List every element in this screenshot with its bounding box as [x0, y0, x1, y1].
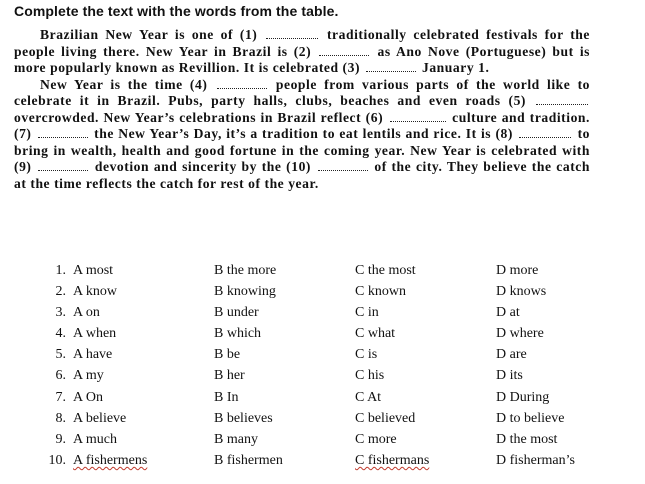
passage-text: New Year is the time (4): [40, 76, 208, 92]
option-a: A fishermens: [73, 452, 148, 468]
option-a: A believe: [73, 410, 127, 426]
passage-text: as Ano Nove (Portuguese) but is more popularly known as Revillion. It is celebrated (3): [14, 43, 591, 75]
option-a: A when: [73, 326, 117, 342]
option-a: A most: [73, 263, 114, 278]
option-d: D to believe: [496, 410, 565, 426]
passage-paragraph-2: [14, 77, 590, 193]
option-b: B be: [214, 347, 241, 363]
question-number: 5.: [55, 347, 66, 363]
passage-text: the New Year’s Day, it’s a tradition to eat lentils and rice. It is (8): [94, 126, 513, 141]
option-d: D at: [496, 305, 520, 321]
answer-blank-2: [319, 45, 369, 56]
option-d: D the most: [496, 431, 558, 447]
answer-blank-6: [390, 111, 446, 122]
question-number: 6.: [55, 368, 66, 384]
answer-blank-8: [519, 127, 571, 138]
answer-blank-3: [366, 61, 416, 72]
option-d: D its: [496, 368, 523, 384]
answer-blank-5: [536, 94, 588, 105]
option-a: A know: [73, 284, 117, 300]
passage: [14, 27, 590, 192]
passage-text: traditionally celebrated festivals for the people living there. New Year in Brazil is (2): [14, 27, 590, 59]
option-b: B under: [214, 305, 259, 321]
option-b: B her: [214, 368, 245, 384]
answer-blank-4: [217, 78, 267, 89]
question-number: 7.: [55, 389, 66, 405]
question-number: 8.: [55, 410, 66, 426]
answer-blank-7: [38, 127, 88, 138]
passage-text: devotion and sincerity by the (10): [94, 159, 311, 174]
option-c: C believed: [355, 410, 416, 426]
instruction-heading: Complete the text with the words from the table.: [14, 3, 339, 19]
answer-blank-10: [318, 160, 368, 171]
option-c: C fishermans: [355, 452, 430, 468]
option-b: B the more: [214, 263, 277, 278]
option-c: C what: [355, 326, 396, 342]
passage-paragraph-1: [14, 27, 590, 77]
option-a: A have: [73, 347, 113, 363]
passage-text: to bring in wealth, health and good fortune in the coming year. New Year is celebrated with (9): [14, 126, 591, 174]
option-b: B fishermen: [214, 452, 283, 468]
option-c: C his: [355, 368, 385, 384]
passage-text: people from various parts of the world like to celebrate it in Brazil. Pubs, party halls, clubs, beaches and even roads (5): [14, 76, 590, 108]
option-c: C in: [355, 305, 379, 321]
option-d: D more: [496, 263, 539, 278]
option-d: D are: [496, 347, 527, 363]
option-d: D During: [496, 389, 550, 405]
question-number: 9.: [55, 431, 66, 447]
question-number: 1.: [55, 263, 66, 278]
question-number: 2.: [55, 284, 66, 300]
option-b: B which: [214, 326, 262, 342]
question-number: 10.: [48, 452, 66, 468]
question-number: 4.: [55, 326, 66, 342]
option-c: C more: [355, 431, 397, 447]
option-a: A On: [73, 389, 103, 405]
passage-text: January 1.: [421, 60, 490, 75]
option-c: C is: [355, 347, 378, 363]
question-number: 3.: [55, 305, 66, 321]
passage-text: of the city. They believe the catch at the time reflects the catch for rest of the year.: [14, 159, 590, 191]
answer-blank-9: [38, 160, 88, 171]
option-b: B believes: [214, 410, 273, 426]
option-a: A my: [73, 368, 104, 384]
option-b: B In: [214, 389, 239, 405]
option-d: D knows: [496, 284, 547, 300]
option-c: C the most: [355, 263, 416, 278]
answer-blank-1: [266, 28, 318, 39]
passage-text: overcrowded. New Year’s celebrations in Brazil reflect (6): [14, 109, 384, 125]
option-c: C At: [355, 389, 382, 405]
option-c: C known: [355, 284, 406, 300]
passage-text: Brazilian New Year is one of (1): [40, 27, 258, 42]
passage-text: culture and tradition. (7): [14, 109, 590, 141]
option-d: D fisherman’s: [496, 452, 575, 468]
option-b: B knowing: [214, 284, 276, 300]
option-d: D where: [496, 326, 544, 342]
option-a: A on: [73, 305, 100, 321]
option-a: A much: [73, 431, 117, 447]
option-b: B many: [214, 431, 258, 447]
